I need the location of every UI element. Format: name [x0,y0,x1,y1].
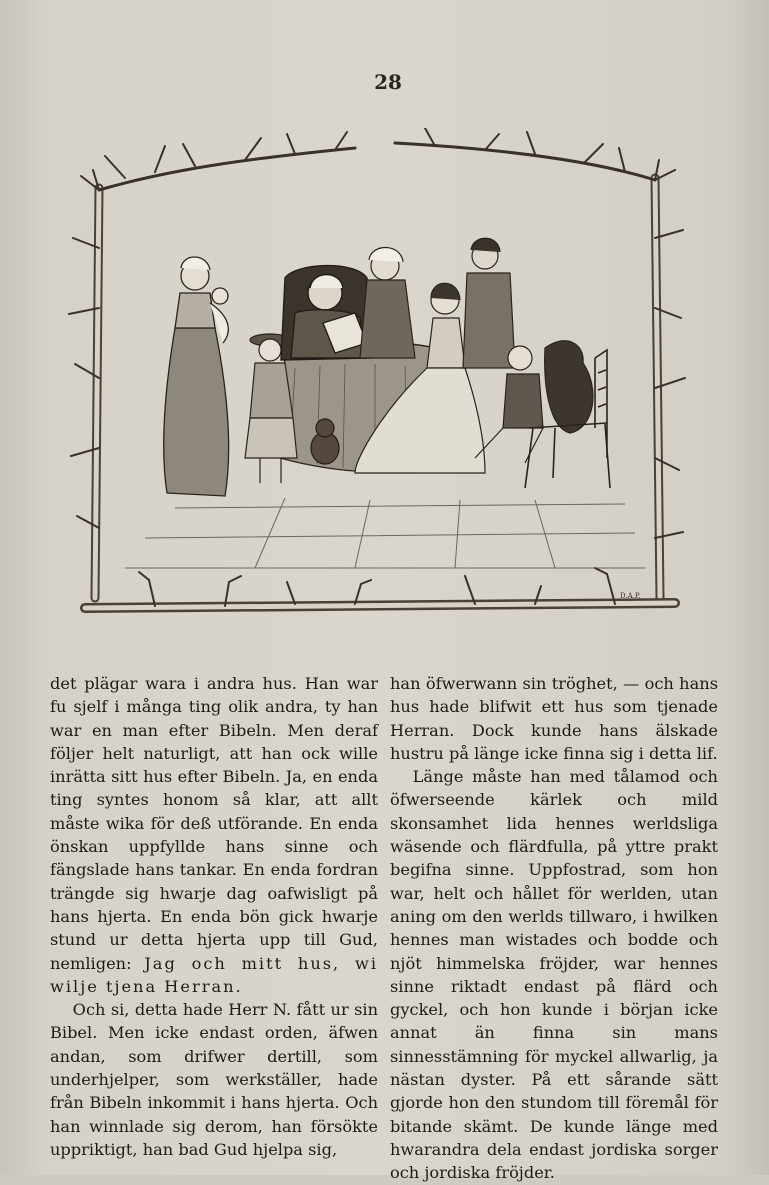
paragraph: Och si, detta hade Herr N. fått ur sin Bibel. Men icke endast orden, äfwen andan, som drifwer dertill, som underhjelper, som werkställer, hade från Bibeln inkommit i hans hjerta. Och han winnlade sig derom, han försökte uppriktigt, han bad Gud hjelpa sig, [50,1000,378,1159]
page-number: 28 [374,70,402,94]
text-column-left [50,672,378,1161]
paragraph: Länge måste han med tålamod och öfwerseende kärlek och mild skonsamhet lida hennes werldsliga wäsende och flärdfulla, på yttre prakt begifna sinne. Uppfostrad, som hon war, helt och hållet för werlden, utan aning om den werlds tillwaro, i hwilken hennes man wistades och bodde och njöt himmelska fröjder, war hennes sinne riktadt endast på flärd och gyckel, och hon kunde i början icke annat än finna sin mans sinnesstämning för myckel allwarlig, ja nästan dyster. På ett sårande sätt gjorde hon den stundom till föremål för bitande skämt. De kunde länge med hwarandra dela endast jordiska sorger och jordiska fröjder. [390,767,718,1183]
grandfather-reading [281,266,373,360]
standing-man [463,238,515,368]
mother-with-baby [164,257,229,496]
paragraph [50,672,378,998]
paragraph-text: det plägar wara i andra hus. Han war fu sjelf i många ting olik andra, ty han war en man efter Bibeln. Men deraf följer helt naturligt, att han ock wille inrätta sitt hus efter Bibeln. Ja, en enda ting syntes honom så klar, att allt måste wika för deß utförande. En enda önskan uppfyllde hans sinne och fängslade hans tankar. En enda fordran trängde sig hwarje dag oafwisligt på hans hjerta. En enda bön gick hwarje stund ur detta hjerta upp till Gud, nemligen: [50,674,378,973]
paragraph: han öfwerwann sin tröghet, — och hans hus hade blifwit ett hus som tjenade Herran. Dock kunde hans älskade hustru på länge icke finna sig i detta lif. [390,674,718,763]
emphasized-quote: Jag och mitt hus, wi wilje tjena Herran. [50,953,378,996]
floor [125,498,645,568]
illustration-signature: D.A.P. [620,592,641,600]
woman-with-bonnet [360,247,415,358]
text-column-right [390,672,718,1185]
family-reading-illustration [55,128,695,628]
